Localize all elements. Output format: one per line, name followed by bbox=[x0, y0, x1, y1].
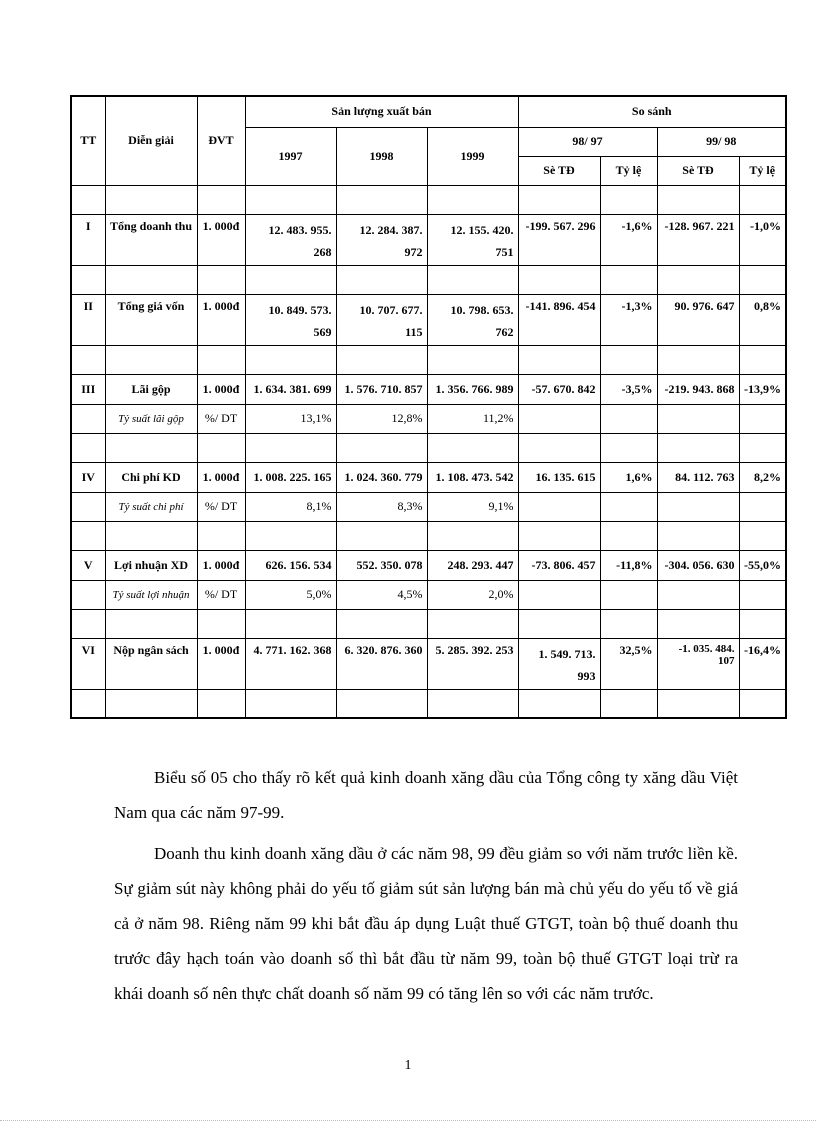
row-so-td-2: 90. 976. 647 bbox=[657, 294, 739, 345]
table-row bbox=[71, 638, 786, 689]
row-dvt: 1. 000đ bbox=[197, 462, 245, 492]
row-1997: 4. 771. 162. 368 bbox=[245, 638, 336, 689]
row-name: Tổng doanh thu bbox=[105, 214, 197, 265]
row-so-td-2: -219. 943. 868 bbox=[657, 374, 739, 404]
header-98-97: 98/ 97 bbox=[518, 127, 657, 156]
row-tt: II bbox=[71, 294, 105, 345]
row-1998: 8,3% bbox=[336, 492, 427, 521]
row-name: Tỷ suất chi phí bbox=[105, 492, 197, 521]
row-1998: 12. 284. 387. 972 bbox=[336, 214, 427, 265]
row-1997: 13,1% bbox=[245, 404, 336, 433]
table-row bbox=[71, 214, 786, 265]
row-tt: III bbox=[71, 374, 105, 404]
header-so-sanh: So sánh bbox=[518, 96, 786, 127]
header-so-td-1: Sè TĐ bbox=[518, 156, 600, 185]
row-ty-le-2: 0,8% bbox=[739, 294, 786, 345]
row-name: Tỷ suất lợi nhuận bbox=[105, 580, 197, 609]
spacer-row bbox=[71, 609, 786, 638]
row-dvt: 1. 000đ bbox=[197, 550, 245, 580]
row-1999: 9,1% bbox=[427, 492, 518, 521]
row-1998: 1. 024. 360. 779 bbox=[336, 462, 427, 492]
row-1997: 5,0% bbox=[245, 580, 336, 609]
row-1999: 5. 285. 392. 253 bbox=[427, 638, 518, 689]
row-so-td-2: -1. 035. 484. 107 bbox=[657, 638, 739, 689]
spacer-row bbox=[71, 433, 786, 462]
paragraph: Biểu số 05 cho thấy rõ kết quả kinh doanh xăng dầu của Tổng công ty xăng dầu Việt Nam qua các năm 97-99. bbox=[114, 768, 738, 822]
row-1998: 12,8% bbox=[336, 404, 427, 433]
header-dvt: ĐVT bbox=[197, 96, 245, 185]
row-so-td-1: -199. 567. 296 bbox=[518, 214, 600, 265]
header-ty-le-2: Tỷ lệ bbox=[739, 156, 786, 185]
row-so-td-1: 16. 135. 615 bbox=[518, 462, 600, 492]
row-so-td-1: -73. 806. 457 bbox=[518, 550, 600, 580]
row-dvt: 1. 000đ bbox=[197, 638, 245, 689]
row-1998: 6. 320. 876. 360 bbox=[336, 638, 427, 689]
header-99-98: 99/ 98 bbox=[657, 127, 786, 156]
row-dvt: %/ DT bbox=[197, 492, 245, 521]
row-1999: 248. 293. 447 bbox=[427, 550, 518, 580]
header-so-td-2: Sè TĐ bbox=[657, 156, 739, 185]
row-ty-le-2: -55,0% bbox=[739, 550, 786, 580]
row-tt: V bbox=[71, 550, 105, 580]
table-row bbox=[71, 580, 786, 609]
row-so-td-1: -141. 896. 454 bbox=[518, 294, 600, 345]
row-1998: 4,5% bbox=[336, 580, 427, 609]
row-tt: VI bbox=[71, 638, 105, 689]
row-1999: 12. 155. 420. 751 bbox=[427, 214, 518, 265]
row-1997: 1. 634. 381. 699 bbox=[245, 374, 336, 404]
header-1998: 1998 bbox=[336, 127, 427, 185]
row-ty-le-1: -1,6% bbox=[600, 214, 657, 265]
row-ty-le-1: 32,5% bbox=[600, 638, 657, 689]
row-1997: 1. 008. 225. 165 bbox=[245, 462, 336, 492]
row-tt: IV bbox=[71, 462, 105, 492]
row-so-td-1: -57. 670. 842 bbox=[518, 374, 600, 404]
row-1999: 2,0% bbox=[427, 580, 518, 609]
row-ty-le-2: -16,4% bbox=[739, 638, 786, 689]
row-name: Tổng giá vốn bbox=[105, 294, 197, 345]
row-dvt: %/ DT bbox=[197, 580, 245, 609]
header-tt: TT bbox=[71, 96, 105, 185]
row-1998: 10. 707. 677. 115 bbox=[336, 294, 427, 345]
row-so-td-1: 1. 549. 713. 993 bbox=[518, 638, 600, 689]
row-so-td-2: -304. 056. 630 bbox=[657, 550, 739, 580]
row-1999: 1. 108. 473. 542 bbox=[427, 462, 518, 492]
body-text bbox=[114, 760, 738, 1017]
table-row bbox=[71, 374, 786, 404]
header-dien-giai: Diễn giải bbox=[105, 96, 197, 185]
row-ty-le-2: -1,0% bbox=[739, 214, 786, 265]
paragraph: Doanh thu kinh doanh xăng dầu ở các năm 98, 99 đều giảm so với năm trước liền kề. Sự giảm sút này không phải do yếu tố giảm sút sản lượng bán mà chủ yếu do yếu tố về giá cả ở năm 98. Riêng năm 99 khi bắt đầu áp dụng Luật thuế GTGT, toàn bộ thuế doanh thu trước đây hạch toán vào doanh số thì bắt đầu từ năm 99, toàn bộ thuế GTGT loại trừ ra khái doanh số nên thực chất doanh số năm 99 có tăng lên so với các năm trước. bbox=[114, 844, 738, 1003]
header-1999: 1999 bbox=[427, 127, 518, 185]
row-name: Tỷ suất lãi gộp bbox=[105, 404, 197, 433]
row-ty-le-1: -3,5% bbox=[600, 374, 657, 404]
row-ty-le-2: -13,9% bbox=[739, 374, 786, 404]
row-dvt: 1. 000đ bbox=[197, 214, 245, 265]
row-1998: 552. 350. 078 bbox=[336, 550, 427, 580]
page-number: 1 bbox=[404, 1058, 412, 1073]
row-tt: I bbox=[71, 214, 105, 265]
row-ty-le-1: 1,6% bbox=[600, 462, 657, 492]
spacer-row bbox=[71, 521, 786, 550]
row-1997: 10. 849. 573. 569 bbox=[245, 294, 336, 345]
table-row bbox=[71, 404, 786, 433]
row-so-td-2: -128. 967. 221 bbox=[657, 214, 739, 265]
row-1998: 1. 576. 710. 857 bbox=[336, 374, 427, 404]
row-dvt: 1. 000đ bbox=[197, 294, 245, 345]
row-1997: 8,1% bbox=[245, 492, 336, 521]
row-dvt: 1. 000đ bbox=[197, 374, 245, 404]
row-name: Chi phí KD bbox=[105, 462, 197, 492]
report-table bbox=[70, 95, 787, 719]
row-name: Lãi gộp bbox=[105, 374, 197, 404]
table-row bbox=[71, 294, 786, 345]
spacer-row bbox=[71, 345, 786, 374]
spacer-row bbox=[71, 265, 786, 294]
row-1997: 12. 483. 955. 268 bbox=[245, 214, 336, 265]
row-1999: 1. 356. 766. 989 bbox=[427, 374, 518, 404]
spacer-row bbox=[71, 185, 786, 214]
row-name: Nộp ngân sách bbox=[105, 638, 197, 689]
row-ty-le-1: -1,3% bbox=[600, 294, 657, 345]
row-name: Lợi nhuận XD bbox=[105, 550, 197, 580]
row-dvt: %/ DT bbox=[197, 404, 245, 433]
header-san-luong: Sản lượng xuất bán bbox=[245, 96, 518, 127]
row-1999: 11,2% bbox=[427, 404, 518, 433]
row-1999: 10. 798. 653. 762 bbox=[427, 294, 518, 345]
row-1997: 626. 156. 534 bbox=[245, 550, 336, 580]
row-ty-le-2: 8,2% bbox=[739, 462, 786, 492]
page-footer-divider bbox=[0, 1120, 816, 1121]
row-ty-le-1: -11,8% bbox=[600, 550, 657, 580]
header-ty-le-1: Tỷ lệ bbox=[600, 156, 657, 185]
header-1997: 1997 bbox=[245, 127, 336, 185]
table-row bbox=[71, 492, 786, 521]
table-row bbox=[71, 462, 786, 492]
row-so-td-2: 84. 112. 763 bbox=[657, 462, 739, 492]
table-row bbox=[71, 550, 786, 580]
spacer-row bbox=[71, 689, 786, 718]
